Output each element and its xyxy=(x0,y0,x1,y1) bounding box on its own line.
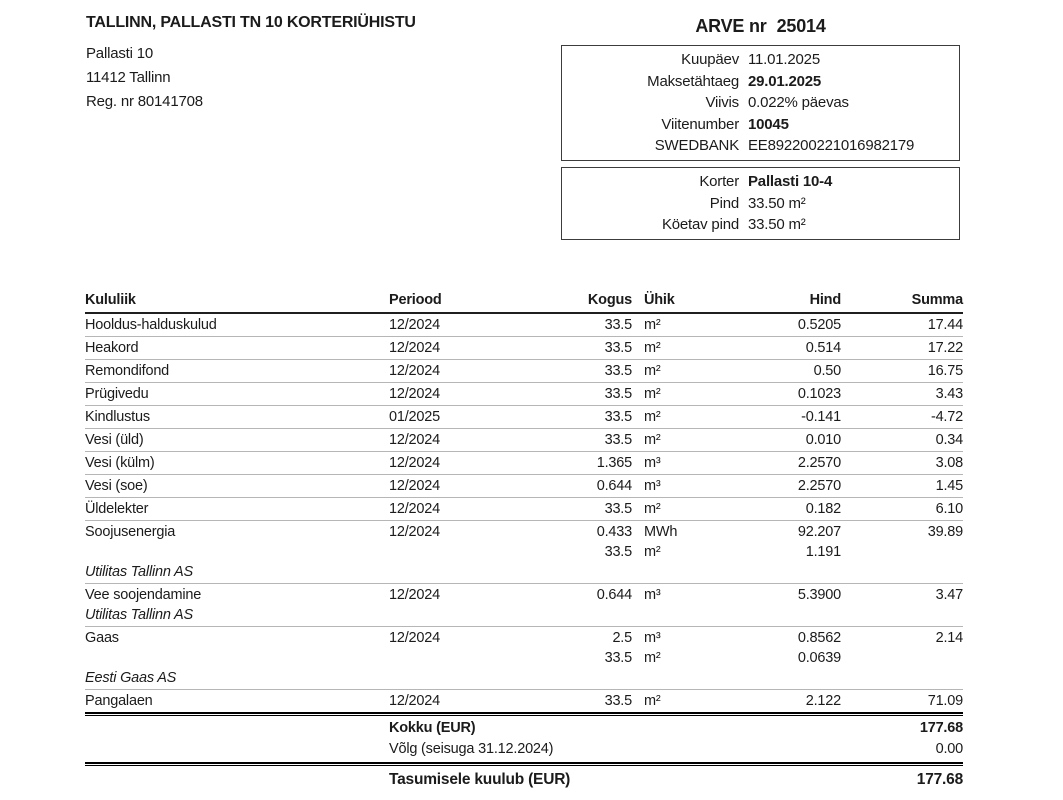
detail-value: 10045 xyxy=(748,115,789,133)
cell-sum: 1.45 xyxy=(935,478,963,494)
cell-price: 0.514 xyxy=(805,340,841,356)
charges-table xyxy=(85,291,963,793)
table-header-row xyxy=(85,291,963,314)
cell-price: 2.2570 xyxy=(797,478,841,494)
cell-price: 0.0639 xyxy=(797,650,841,666)
table-row-line xyxy=(85,648,963,668)
charges-table-body xyxy=(85,314,963,712)
company-street: Pallasti 10 xyxy=(86,45,154,62)
cell-sum: 0.34 xyxy=(935,432,963,448)
table-row xyxy=(85,314,963,337)
cell-unit: m² xyxy=(644,409,661,425)
detail-value: 33.50 m² xyxy=(748,194,806,212)
cell-name: Gaas xyxy=(85,630,119,646)
table-row xyxy=(85,584,963,627)
cell-qty: 33.5 xyxy=(604,363,632,379)
cell-qty: 33.5 xyxy=(604,340,632,356)
cell-period: 12/2024 xyxy=(389,693,441,709)
table-row xyxy=(85,475,963,498)
cell-price: 0.182 xyxy=(805,501,841,517)
cell-unit: m² xyxy=(644,317,661,333)
invoice-details-box xyxy=(561,45,960,161)
cell-period: 12/2024 xyxy=(389,432,441,448)
cell-period: 12/2024 xyxy=(389,340,441,356)
cell-name xyxy=(85,542,389,562)
cell-sum: 71.09 xyxy=(927,693,963,709)
cell-unit: m² xyxy=(644,432,661,448)
vendor-note: Eesti Gaas AS xyxy=(85,670,177,686)
detail-label: Pind xyxy=(709,194,739,212)
table-row xyxy=(85,452,963,475)
cell-unit: m² xyxy=(644,650,661,666)
cell-sum: 17.44 xyxy=(927,317,963,333)
cell-sum: 3.08 xyxy=(935,455,963,471)
cell-period: 12/2024 xyxy=(389,524,441,540)
totals-block xyxy=(85,716,963,760)
cell-qty: 33.5 xyxy=(604,650,632,666)
cell-unit: m² xyxy=(644,693,661,709)
cell-name: Pangalaen xyxy=(85,693,153,709)
cell-period xyxy=(389,542,554,562)
detail-value: 29.01.2025 xyxy=(748,72,822,90)
header-kogus: Kogus xyxy=(587,292,632,308)
apartment-details-box xyxy=(561,167,960,240)
table-row-line xyxy=(85,361,963,381)
cell-price: 0.1023 xyxy=(797,386,841,402)
detail-label: Viivis xyxy=(705,94,739,111)
cell-sum xyxy=(841,648,963,668)
detail-label: Kuupäev xyxy=(681,51,739,68)
company-reg-number: Reg. nr 80141708 xyxy=(86,93,203,110)
cell-price: 5.3900 xyxy=(797,587,841,603)
table-row xyxy=(85,521,963,584)
table-row xyxy=(85,690,963,712)
table-row-line xyxy=(85,453,963,473)
cell-qty: 33.5 xyxy=(604,432,632,448)
cell-unit: m³ xyxy=(644,478,661,494)
table-row-line xyxy=(85,522,963,542)
cell-price: 2.2570 xyxy=(797,455,841,471)
cell-period: 12/2024 xyxy=(389,363,441,379)
table-row-line xyxy=(85,338,963,358)
cell-name: Soojusenergia xyxy=(85,524,176,540)
kokku-value: 177.68 xyxy=(919,720,963,736)
cell-sum: 3.47 xyxy=(935,587,963,603)
cell-qty: 33.5 xyxy=(604,501,632,517)
detail-label: Maksetähtaeg xyxy=(647,72,739,90)
cell-period: 12/2024 xyxy=(389,501,441,517)
table-row xyxy=(85,383,963,406)
cell-qty: 2.5 xyxy=(612,630,632,646)
detail-label: Viitenumber xyxy=(661,115,739,133)
vendor-note: Utilitas Tallinn AS xyxy=(85,607,193,623)
table-row xyxy=(85,360,963,383)
cell-name: Vee soojendamine xyxy=(85,587,202,603)
cell-price: 0.50 xyxy=(813,363,841,379)
cell-qty: 33.5 xyxy=(604,544,632,560)
detail-label: Köetav pind xyxy=(661,216,739,233)
cell-name xyxy=(85,648,389,668)
cell-qty: 33.5 xyxy=(604,693,632,709)
table-row xyxy=(85,627,963,690)
company-name: TALLINN, PALLASTI TN 10 KORTERIÜHISTU xyxy=(86,14,416,31)
header-hind: Hind xyxy=(809,292,841,308)
header-periood: Periood xyxy=(389,292,442,308)
due-label: Tasumisele kuulub (EUR) xyxy=(389,771,571,788)
cell-name: Prügivedu xyxy=(85,386,149,402)
volg-value: 0.00 xyxy=(935,741,963,757)
cell-period: 01/2025 xyxy=(389,409,441,425)
cell-unit: m³ xyxy=(644,455,661,471)
cell-name: Vesi (üld) xyxy=(85,432,144,448)
table-row-line xyxy=(85,542,963,562)
cell-price: 1.191 xyxy=(805,544,841,560)
detail-row-korter xyxy=(562,171,959,193)
table-row xyxy=(85,337,963,360)
company-block xyxy=(86,14,416,114)
total-row-kokku xyxy=(85,718,963,739)
invoice-title-label: ARVE nr xyxy=(695,16,767,36)
cell-qty: 1.365 xyxy=(596,455,632,471)
total-row-due xyxy=(85,769,963,791)
cell-unit: m³ xyxy=(644,630,661,646)
cell-unit: m³ xyxy=(644,587,661,603)
cell-period xyxy=(389,648,554,668)
cell-period: 12/2024 xyxy=(389,455,441,471)
header-uhik: Ühik xyxy=(644,292,675,308)
header-kululiik: Kululiik xyxy=(85,292,136,308)
cell-unit: m² xyxy=(644,363,661,379)
invoice-number: 25014 xyxy=(776,16,826,36)
cell-sum: 39.89 xyxy=(927,524,963,540)
detail-value: 11.01.2025 xyxy=(748,51,820,68)
due-value: 177.68 xyxy=(916,771,963,788)
cell-price: 0.5205 xyxy=(797,317,841,333)
table-row xyxy=(85,406,963,429)
detail-label: SWEDBANK xyxy=(654,137,739,154)
cell-name: Heakord xyxy=(85,340,139,356)
detail-row-viitenumber xyxy=(562,114,959,136)
cell-name: Üldelekter xyxy=(85,501,149,517)
table-row-line xyxy=(85,430,963,450)
cell-unit: m² xyxy=(644,386,661,402)
cell-period: 12/2024 xyxy=(389,386,441,402)
table-row-line xyxy=(85,628,963,648)
cell-unit: MWh xyxy=(644,524,678,540)
cell-name: Hooldus-halduskulud xyxy=(85,317,217,333)
cell-price: 2.122 xyxy=(805,693,841,709)
kokku-label: Kokku (EUR) xyxy=(389,720,476,736)
amount-due-block xyxy=(85,766,963,793)
total-row-volg xyxy=(85,739,963,760)
cell-sum: 3.43 xyxy=(935,386,963,402)
detail-row-kuupaev xyxy=(562,49,959,71)
cell-name: Remondifond xyxy=(85,363,170,379)
invoice-title xyxy=(561,16,960,37)
cell-qty: 33.5 xyxy=(604,386,632,402)
detail-row-koetav-pind xyxy=(562,214,959,236)
detail-row-swedbank xyxy=(562,135,959,157)
cell-unit: m² xyxy=(644,544,661,560)
detail-row-pind xyxy=(562,193,959,215)
detail-value: 0.022% päevas xyxy=(748,94,849,111)
cell-price: 0.010 xyxy=(805,432,841,448)
table-row-line xyxy=(85,407,963,427)
cell-price: 92.207 xyxy=(797,524,841,540)
table-row xyxy=(85,498,963,521)
table-row-line xyxy=(85,384,963,404)
cell-price: -0.141 xyxy=(801,409,841,425)
vendor-note: Utilitas Tallinn AS xyxy=(85,564,193,580)
cell-qty: 0.644 xyxy=(596,587,632,603)
table-row-line xyxy=(85,691,963,711)
cell-qty: 0.433 xyxy=(596,524,632,540)
cell-name: Vesi (külm) xyxy=(85,455,155,471)
table-row-line xyxy=(85,585,963,605)
cell-sum: 17.22 xyxy=(927,340,963,356)
table-row-line xyxy=(85,315,963,335)
cell-qty: 33.5 xyxy=(604,317,632,333)
table-row-line xyxy=(85,476,963,496)
cell-qty: 33.5 xyxy=(604,409,632,425)
detail-row-viivis xyxy=(562,92,959,114)
cell-period: 12/2024 xyxy=(389,317,441,333)
cell-sum: -4.72 xyxy=(930,409,963,425)
table-row xyxy=(85,429,963,452)
cell-price: 0.8562 xyxy=(797,630,841,646)
table-row-line xyxy=(85,499,963,519)
cell-name: Vesi (soe) xyxy=(85,478,148,494)
cell-period: 12/2024 xyxy=(389,478,441,494)
detail-row-maksetahtaeg xyxy=(562,71,959,93)
cell-unit: m² xyxy=(644,501,661,517)
company-city: 11412 Tallinn xyxy=(86,69,171,86)
cell-sum: 2.14 xyxy=(935,630,963,646)
cell-period: 12/2024 xyxy=(389,630,441,646)
cell-sum: 6.10 xyxy=(935,501,963,517)
detail-label: Korter xyxy=(699,173,739,190)
detail-value: 33.50 m² xyxy=(748,216,806,233)
cell-sum: 16.75 xyxy=(927,363,963,379)
cell-unit: m² xyxy=(644,340,661,356)
cell-period: 12/2024 xyxy=(389,587,441,603)
cell-name: Kindlustus xyxy=(85,409,150,425)
volg-label: Võlg (seisuga 31.12.2024) xyxy=(389,741,554,757)
header-summa: Summa xyxy=(911,292,963,308)
cell-qty: 0.644 xyxy=(596,478,632,494)
detail-value: Pallasti 10-4 xyxy=(748,173,833,190)
detail-value-iban: EE892200221016982179 xyxy=(748,137,915,154)
cell-sum xyxy=(841,542,963,562)
